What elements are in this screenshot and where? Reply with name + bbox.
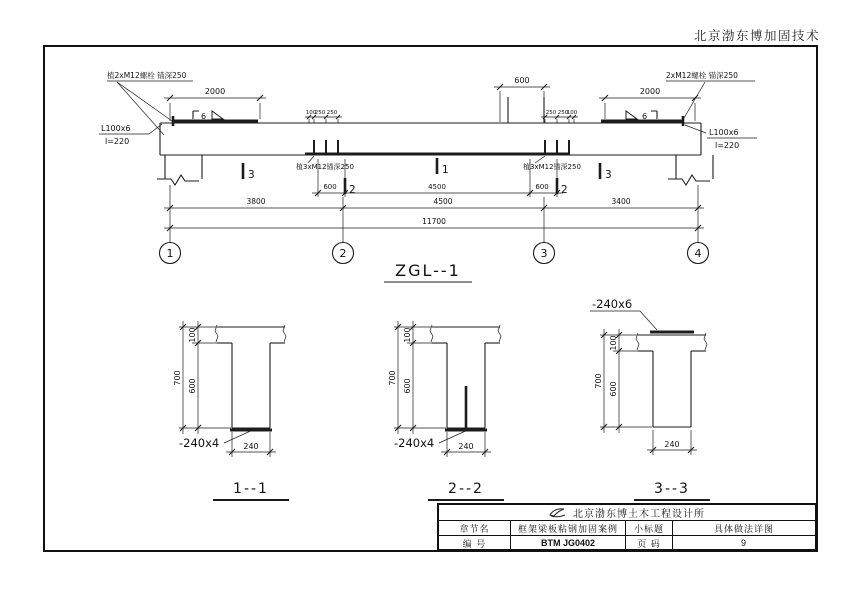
page-value: 9 [672,536,815,550]
dim-label: 250 [314,110,326,116]
note-text: 植3xM12锚深250 [523,163,581,171]
dim-chain-total [164,217,704,231]
section-title: 1--1 [233,481,269,497]
chapter-value: 框架梁板粘钢加固案例 [510,521,625,536]
number-value: BTM JG0402 [510,536,625,550]
elevation-title [384,261,472,282]
subtitle-label: 小标题 [625,521,672,536]
weld-size: 6 [201,112,207,121]
dim-label: 4500 [428,183,446,191]
beam-elevation [99,70,757,282]
section-title: 3--3 [654,481,690,497]
section-mark-3-left [243,163,255,181]
section-3-3 [590,297,710,500]
note-text: L100x6 [101,124,131,133]
note-text: 植3xM12锚深250 [296,163,354,171]
weld-flag-icon [212,111,223,119]
page-header-company: 北京渤东博加固技术 [694,28,821,43]
dim-label: 240 [458,442,474,451]
dim-label: 2000 [204,87,226,96]
dim-label: 600 [535,183,549,191]
angle-note-right [685,125,757,150]
dim-label: 100 [403,327,412,343]
section-mark-1 [437,158,449,176]
top-steel-plate-left [173,116,258,126]
dim-label: 700 [388,370,397,386]
page-label: 页 码 [625,536,672,550]
dim-label: 240 [243,442,259,451]
weld-flag-icon [626,111,637,119]
dim-2000-left [164,87,266,121]
dim-label: 600 [188,378,197,394]
dim-2000-right [599,87,701,121]
section-mark-label: 3 [605,169,612,181]
section-mark-label: 2 [349,184,356,196]
section-2-2 [388,321,504,500]
plate-label: -240x4 [179,436,220,450]
note-text: 2xM12螺栓 锚深250 [666,71,738,80]
title-block-company-row [439,505,815,521]
dim-label: 250 [545,110,557,116]
dim-600-top [494,76,550,122]
dim-label: 100 [566,110,578,116]
bolt-spacing-left [305,110,342,123]
company-logo-icon [549,507,567,518]
dim-label: 600 [403,378,412,394]
note-text: l=220 [715,141,740,150]
dim-chain-b [164,197,704,211]
dim-label: 250 [326,110,338,116]
plate-label: -240x6 [592,297,633,311]
design-institute-name: 北京渤东博土木工程设计所 [573,509,705,520]
dim-label: 3400 [611,197,631,206]
dim-label: 100 [188,327,197,343]
section-mark-label: 2 [561,184,568,196]
column-left [157,155,202,185]
plate-label: -240x4 [394,436,435,450]
weld-size: 6 [642,112,648,121]
dim-label: 100 [305,110,317,116]
note-text: l=220 [105,137,130,146]
axis-number: 1 [166,247,174,260]
subtitle-value: 具体做法详图 [672,521,815,536]
axis-number: 2 [339,247,347,260]
title-block [437,503,817,551]
drawing-title-text: ZGL--1 [395,261,461,280]
anchor-note-right [666,70,755,118]
upper-column-axis3 [508,97,544,123]
number-label: 编 号 [462,538,487,549]
dim-label: 600 [323,183,337,191]
section-mark-label: 1 [442,164,449,176]
section-title: 2--2 [448,481,484,497]
section-1-1 [173,321,289,500]
dim-label: 2000 [639,87,661,96]
note-text: 植2xM12螺栓 锚深250 [107,71,187,80]
dim-label: 600 [514,76,530,85]
dim-label: 240 [664,440,680,449]
dim-label: 700 [594,373,603,389]
title-block-grid [439,521,815,550]
column-right [668,155,713,185]
bolt-spacing-right [541,110,578,123]
axis-number: 3 [540,247,548,260]
angle-note-left [99,124,162,146]
dim-label: 700 [173,370,182,386]
dim-label: 4500 [433,197,453,206]
section-mark-label: 3 [248,169,255,181]
dim-label: 11700 [422,217,446,226]
note-text: L100x6 [709,128,739,137]
dim-label: 100 [609,335,618,351]
section-mark-3-right [600,163,612,181]
dim-label: 3800 [246,197,266,206]
dim-label: 250 [557,110,569,116]
anchor-note-mid-right [523,156,581,171]
axis-number: 4 [694,247,702,260]
beam-reinforcement-drawing [43,45,818,552]
chapter-label: 章节名 [439,521,510,536]
dim-label: 600 [609,381,618,397]
